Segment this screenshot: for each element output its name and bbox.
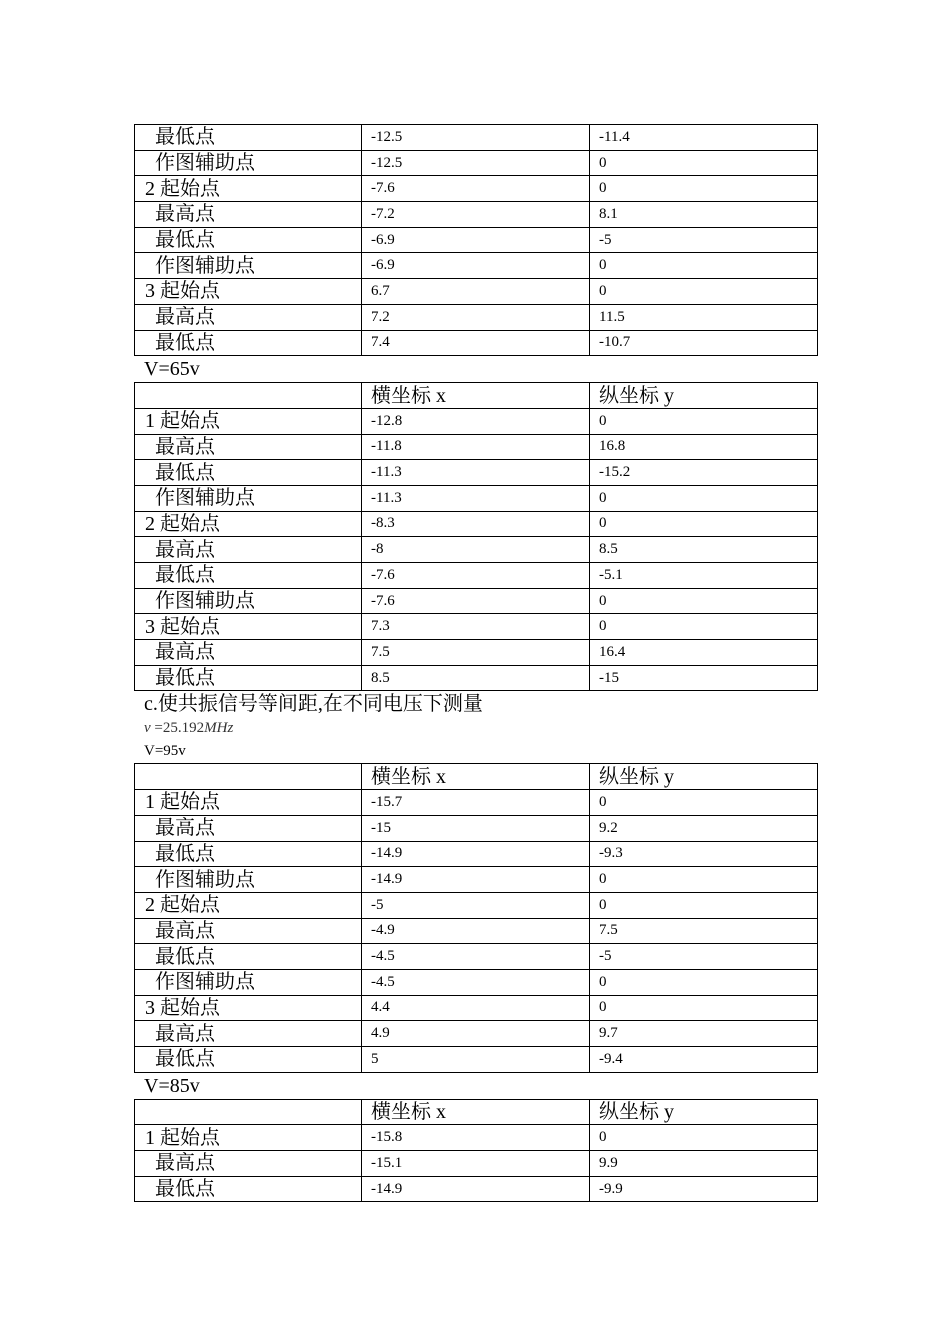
x-value: -4.5	[371, 948, 395, 965]
x-value: -11.8	[371, 438, 402, 455]
section-c-heading: c.使共振信号等间距,在不同电压下测量	[144, 693, 483, 716]
table-row	[135, 330, 818, 356]
table-row	[135, 841, 818, 867]
point-label-cell	[135, 125, 362, 151]
y-value-cell	[590, 815, 818, 841]
data-table-continued	[134, 124, 818, 356]
x-value: -4.5	[371, 973, 395, 990]
y-value-cell	[590, 665, 818, 691]
table-row	[135, 918, 818, 944]
y-value: -15.2	[599, 464, 631, 481]
point-label: 最低点	[155, 667, 215, 690]
y-value: 9.7	[599, 1025, 618, 1042]
y-value: -5	[599, 948, 612, 965]
header-y-text: 纵坐标 y	[599, 1101, 674, 1124]
x-value-cell	[362, 640, 590, 666]
y-value-cell	[590, 1047, 818, 1073]
point-label-cell	[135, 408, 362, 434]
point-label: 作图辅助点	[155, 971, 255, 994]
table-body	[135, 764, 818, 1072]
table-row	[135, 1176, 818, 1202]
table-row	[135, 588, 818, 614]
point-label: 最高点	[155, 306, 215, 329]
x-value: 5	[371, 1050, 379, 1067]
header-x-cell	[362, 1099, 590, 1125]
table-row	[135, 995, 818, 1021]
y-value-cell	[590, 202, 818, 228]
y-value-cell	[590, 125, 818, 151]
point-label: 最高点	[155, 538, 215, 561]
x-value-cell	[362, 665, 590, 691]
point-label: 1 起始点	[145, 791, 220, 814]
point-label: 2 起始点	[145, 894, 220, 917]
point-label: 最高点	[155, 919, 215, 942]
table-row	[135, 1021, 818, 1047]
point-label: 3 起始点	[145, 280, 220, 303]
voltage-label-85: V=85v	[144, 1074, 200, 1097]
y-value: -15	[599, 669, 619, 686]
y-value: 9.2	[599, 819, 618, 836]
y-value: -11.4	[599, 128, 630, 145]
point-label: 2 起始点	[145, 512, 220, 535]
y-value: 9.9	[599, 1154, 618, 1171]
x-value: -12.8	[371, 412, 403, 429]
table-row	[135, 176, 818, 202]
point-label-cell	[135, 434, 362, 460]
point-label: 2 起始点	[145, 177, 220, 200]
x-value-cell	[362, 537, 590, 563]
x-value: -14.9	[371, 871, 403, 888]
y-value-cell	[590, 1125, 818, 1151]
x-value-cell	[362, 815, 590, 841]
table-body	[135, 125, 818, 356]
x-value: -7.6	[371, 566, 395, 583]
y-value-cell	[590, 1151, 818, 1177]
point-label-cell	[135, 841, 362, 867]
header-y-cell	[590, 1099, 818, 1125]
point-label-cell	[135, 969, 362, 995]
x-value: -15	[371, 819, 391, 836]
point-label-cell	[135, 918, 362, 944]
table-header-row	[135, 764, 818, 790]
table-body	[135, 383, 818, 691]
y-value: 0	[599, 592, 607, 609]
y-value-cell	[590, 434, 818, 460]
data-table-v65	[134, 382, 818, 691]
point-label-cell	[135, 150, 362, 176]
table-row	[135, 150, 818, 176]
table-row	[135, 460, 818, 486]
x-value-cell	[362, 1176, 590, 1202]
y-value-cell	[590, 485, 818, 511]
x-value: 4.4	[371, 999, 390, 1016]
point-label: 作图辅助点	[155, 590, 255, 613]
data-table-v85	[134, 1099, 818, 1203]
x-value-cell	[362, 969, 590, 995]
point-label-cell	[135, 304, 362, 330]
point-label-cell	[135, 537, 362, 563]
x-value-cell	[362, 279, 590, 305]
x-value: -4.9	[371, 922, 395, 939]
point-label-cell	[135, 1021, 362, 1047]
x-value: -7.6	[371, 180, 395, 197]
frequency-unit: MHz	[204, 720, 234, 737]
header-x-text: 横坐标 x	[371, 1101, 446, 1124]
point-label-cell	[135, 253, 362, 279]
x-value-cell	[362, 995, 590, 1021]
x-value: -6.9	[371, 257, 395, 274]
y-value: 0	[599, 793, 607, 810]
y-value-cell	[590, 330, 818, 356]
y-value: -5	[599, 231, 612, 248]
point-label-cell	[135, 640, 362, 666]
point-label: 最低点	[155, 229, 215, 252]
y-value: 0	[599, 973, 607, 990]
point-label: 作图辅助点	[155, 254, 255, 277]
point-label-cell	[135, 202, 362, 228]
y-value: 8.5	[599, 541, 618, 558]
y-value: -9.3	[599, 845, 623, 862]
x-value-cell	[362, 485, 590, 511]
x-value-cell	[362, 202, 590, 228]
point-label: 最低点	[155, 331, 215, 354]
frequency-formula	[134, 717, 816, 739]
point-label: 最高点	[155, 641, 215, 664]
x-value-cell	[362, 330, 590, 356]
x-value-cell	[362, 227, 590, 253]
x-value-cell	[362, 304, 590, 330]
x-value-cell	[362, 614, 590, 640]
x-value: -7.2	[371, 205, 395, 222]
y-value: -10.7	[599, 334, 631, 351]
y-value-cell	[590, 304, 818, 330]
y-value: 7.5	[599, 922, 618, 939]
x-value-cell	[362, 176, 590, 202]
y-value: -9.4	[599, 1050, 623, 1067]
header-x-cell	[362, 383, 590, 409]
y-value-cell	[590, 588, 818, 614]
point-label: 3 起始点	[145, 996, 220, 1019]
y-value-cell	[590, 253, 818, 279]
x-value: -11.3	[371, 464, 402, 481]
y-value-cell	[590, 640, 818, 666]
table-row	[135, 227, 818, 253]
point-label-cell	[135, 892, 362, 918]
point-label-cell	[135, 815, 362, 841]
header-x-text: 横坐标 x	[371, 765, 446, 788]
y-value-cell	[590, 279, 818, 305]
table-body	[135, 1099, 818, 1202]
table-row	[135, 511, 818, 537]
voltage-label-65: V=65v	[144, 358, 200, 381]
data-table-v95	[134, 763, 818, 1072]
x-value-cell	[362, 1047, 590, 1073]
y-value: 0	[599, 1129, 607, 1146]
y-value: -9.9	[599, 1180, 623, 1197]
x-value: 7.3	[371, 618, 390, 635]
header-label-cell	[135, 1099, 362, 1125]
y-value-cell	[590, 1176, 818, 1202]
x-value-cell	[362, 892, 590, 918]
point-label-cell	[135, 867, 362, 893]
point-label-cell	[135, 176, 362, 202]
table-row	[135, 434, 818, 460]
point-label-cell	[135, 944, 362, 970]
point-label: 作图辅助点	[155, 487, 255, 510]
y-value: 0	[599, 282, 607, 299]
x-value-cell	[362, 125, 590, 151]
point-label-cell	[135, 330, 362, 356]
table-row	[135, 1047, 818, 1073]
table-header-row	[135, 383, 818, 409]
x-value: -5	[371, 896, 384, 913]
x-value: -7.6	[371, 592, 395, 609]
y-value: 0	[599, 896, 607, 913]
table-row	[135, 790, 818, 816]
header-label-cell	[135, 383, 362, 409]
x-value-cell	[362, 1125, 590, 1151]
document-page	[134, 124, 816, 1202]
x-value: 8.5	[371, 669, 390, 686]
x-value-cell	[362, 563, 590, 589]
table-row	[135, 969, 818, 995]
x-value-cell	[362, 588, 590, 614]
voltage-label-95: V=95v	[144, 743, 186, 760]
y-value-cell	[590, 969, 818, 995]
x-value: 7.4	[371, 334, 390, 351]
point-label: 作图辅助点	[155, 868, 255, 891]
table-header-row	[135, 1099, 818, 1125]
y-value: 16.4	[599, 643, 626, 660]
point-label-cell	[135, 665, 362, 691]
table-row	[135, 537, 818, 563]
x-value: 4.9	[371, 1025, 390, 1042]
y-value-cell	[590, 511, 818, 537]
point-label-cell	[135, 790, 362, 816]
x-value: -8.3	[371, 515, 395, 532]
table-row	[135, 867, 818, 893]
x-value-cell	[362, 511, 590, 537]
table-row	[135, 944, 818, 970]
y-value-cell	[590, 460, 818, 486]
y-value: 8.1	[599, 205, 618, 222]
point-label: 最高点	[155, 1152, 215, 1175]
y-value-cell	[590, 918, 818, 944]
point-label-cell	[135, 588, 362, 614]
x-value-cell	[362, 253, 590, 279]
point-label: 最低点	[155, 126, 215, 149]
x-value: -12.5	[371, 154, 403, 171]
point-label-cell	[135, 1176, 362, 1202]
point-label: 最低点	[155, 461, 215, 484]
y-value-cell	[590, 563, 818, 589]
table-row	[135, 815, 818, 841]
point-label-cell	[135, 563, 362, 589]
y-value: 0	[599, 871, 607, 888]
table-row	[135, 408, 818, 434]
point-label: 最低点	[155, 1178, 215, 1201]
point-label-cell	[135, 1125, 362, 1151]
point-label-cell	[135, 227, 362, 253]
y-value: 0	[599, 257, 607, 274]
y-value-cell	[590, 790, 818, 816]
table-row	[135, 892, 818, 918]
y-value: -5.1	[599, 566, 623, 583]
point-label: 3 起始点	[145, 615, 220, 638]
point-label: 1 起始点	[145, 410, 220, 433]
x-value-cell	[362, 408, 590, 434]
y-value: 0	[599, 489, 607, 506]
header-x-cell	[362, 764, 590, 790]
frequency-value: =25.192	[150, 720, 205, 737]
x-value-cell	[362, 867, 590, 893]
point-label: 作图辅助点	[155, 152, 255, 175]
table-row	[135, 563, 818, 589]
x-value: -15.7	[371, 793, 403, 810]
y-value-cell	[590, 944, 818, 970]
y-value: 11.5	[599, 308, 625, 325]
table-row	[135, 279, 818, 305]
header-y-cell	[590, 383, 818, 409]
x-value-cell	[362, 1151, 590, 1177]
x-value: -6.9	[371, 231, 395, 248]
x-value: -14.9	[371, 1180, 403, 1197]
x-value: -8	[371, 541, 384, 558]
y-value-cell	[590, 176, 818, 202]
y-value: 0	[599, 999, 607, 1016]
point-label: 最低点	[155, 564, 215, 587]
point-label: 最低点	[155, 945, 215, 968]
y-value: 0	[599, 412, 607, 429]
x-value: 7.5	[371, 643, 390, 660]
table-row	[135, 485, 818, 511]
x-value: -11.3	[371, 489, 402, 506]
point-label-cell	[135, 460, 362, 486]
table-row	[135, 1151, 818, 1177]
point-label: 最高点	[155, 435, 215, 458]
y-value-cell	[590, 995, 818, 1021]
point-label-cell	[135, 511, 362, 537]
y-value-cell	[590, 892, 818, 918]
x-value-cell	[362, 1021, 590, 1047]
x-value-cell	[362, 790, 590, 816]
frequency-symbol: ν	[144, 720, 151, 737]
table-row	[135, 304, 818, 330]
point-label: 最低点	[155, 842, 215, 865]
header-label-cell	[135, 764, 362, 790]
x-value-cell	[362, 460, 590, 486]
y-value-cell	[590, 614, 818, 640]
y-value: 0	[599, 515, 607, 532]
point-label-cell	[135, 1151, 362, 1177]
x-value: -15.1	[371, 1154, 403, 1171]
point-label: 最高点	[155, 1022, 215, 1045]
table-row	[135, 1125, 818, 1151]
table-row	[135, 125, 818, 151]
y-value-cell	[590, 150, 818, 176]
table-row	[135, 614, 818, 640]
point-label: 最高点	[155, 817, 215, 840]
y-value: 0	[599, 618, 607, 635]
x-value-cell	[362, 918, 590, 944]
x-value-cell	[362, 841, 590, 867]
point-label-cell	[135, 485, 362, 511]
x-value: 7.2	[371, 308, 390, 325]
x-value-cell	[362, 944, 590, 970]
y-value-cell	[590, 1021, 818, 1047]
point-label: 1 起始点	[145, 1126, 220, 1149]
point-label-cell	[135, 614, 362, 640]
table-row	[135, 253, 818, 279]
point-label-cell	[135, 279, 362, 305]
x-value: -14.9	[371, 845, 403, 862]
point-label: 最高点	[155, 203, 215, 226]
table-row	[135, 202, 818, 228]
header-x-text: 横坐标 x	[371, 384, 446, 407]
point-label-cell	[135, 995, 362, 1021]
header-y-text: 纵坐标 y	[599, 765, 674, 788]
y-value: 16.8	[599, 438, 626, 455]
table-row	[135, 665, 818, 691]
header-y-cell	[590, 764, 818, 790]
y-value: 0	[599, 154, 607, 171]
y-value-cell	[590, 867, 818, 893]
x-value-cell	[362, 150, 590, 176]
x-value: -12.5	[371, 128, 403, 145]
y-value-cell	[590, 841, 818, 867]
point-label-cell	[135, 1047, 362, 1073]
table-row	[135, 640, 818, 666]
x-value-cell	[362, 434, 590, 460]
x-value: 6.7	[371, 282, 390, 299]
header-y-text: 纵坐标 y	[599, 384, 674, 407]
x-value: -15.8	[371, 1129, 403, 1146]
y-value-cell	[590, 537, 818, 563]
y-value-cell	[590, 408, 818, 434]
y-value-cell	[590, 227, 818, 253]
point-label: 最低点	[155, 1048, 215, 1071]
y-value: 0	[599, 180, 607, 197]
